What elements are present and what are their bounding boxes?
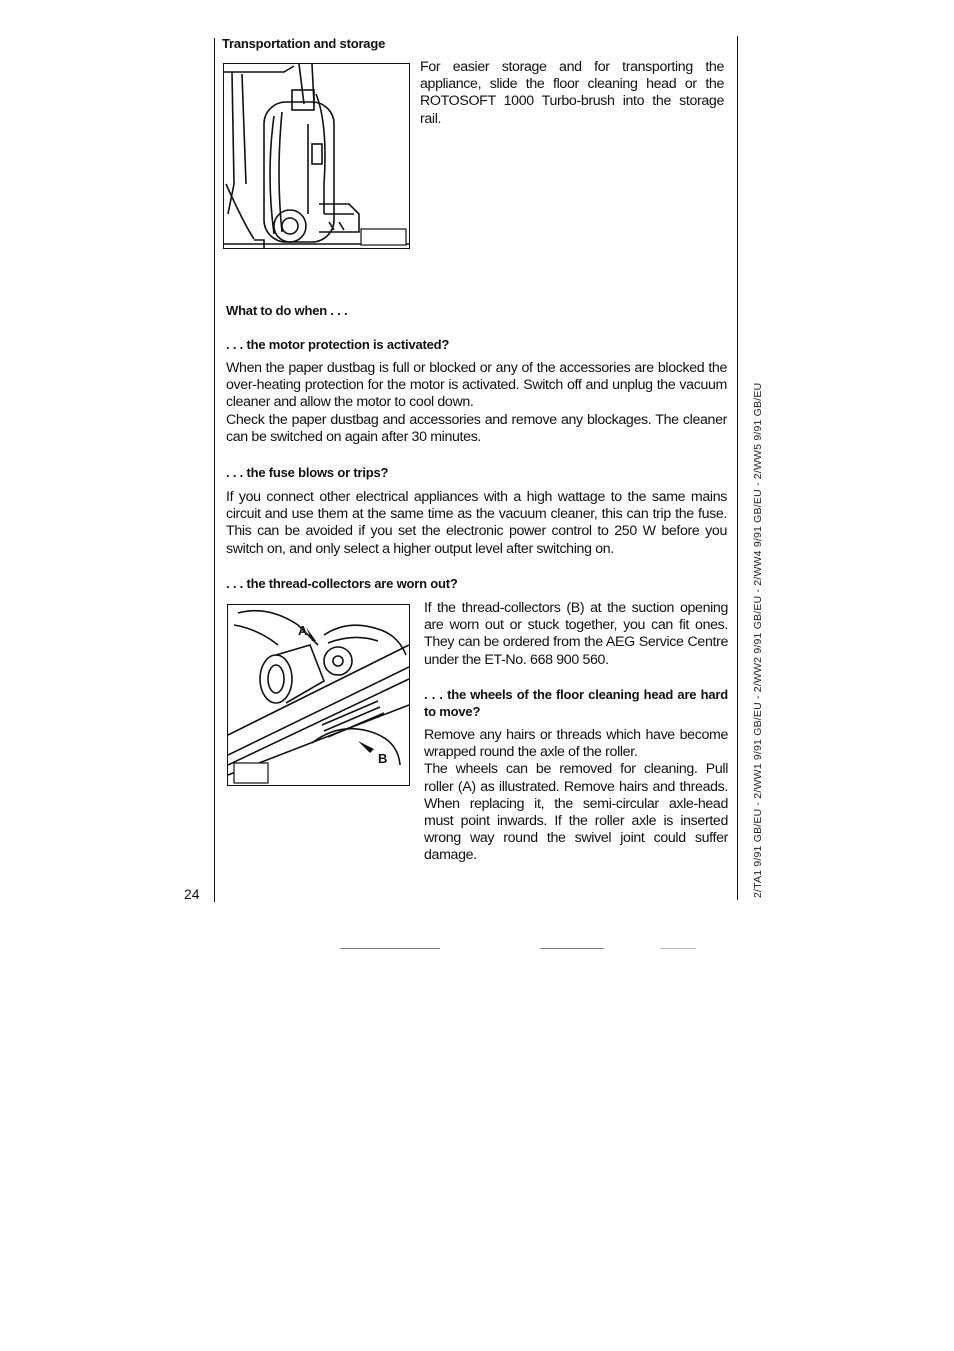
page-number: 24: [184, 886, 200, 902]
document-version-code: 2/TA1 9/91 GB/EU - 2/WW1 9/91 GB/EU - 2/WW2 9/91 GB/EU - 2/WW4 9/91 GB/EU - 2/WW5 9/91 GB/EU: [752, 382, 764, 898]
wheels-paragraph-1: Remove any hairs or threads which have become wrapped round the axle of the roller.: [424, 727, 728, 761]
motor-protection-heading: . . . the motor protection is activated?: [226, 337, 450, 352]
left-margin-rule: [214, 38, 215, 902]
motor-paragraph-2: Check the paper dustbag and accessories and remove any blockages. The cleaner can be switched on again after 30 minutes.: [226, 411, 727, 445]
thread-collector-label-b: B: [378, 751, 388, 766]
storage-illustration: [223, 63, 410, 249]
roller-label-a: A: [298, 623, 308, 638]
right-margin-rule: [737, 36, 738, 900]
wheels-text: [424, 727, 728, 865]
scan-line-1: [340, 948, 440, 949]
fuse-text: If you connect other electrical appliances with a high wattage to the same mains circuit and use them at the same time as the vacuum cleaner, this can trip the fuse. This can be avoided if you set the electronic power control to 250 W before you switch on, and only select a higher output level after switching on.: [226, 489, 727, 557]
thread-collectors-text: If the thread-collectors (B) at the suction opening are worn out or stuck together, you can fit ones. They can be ordered from the AEG Service Centre under the ET-No. 668 900 560.: [424, 600, 728, 668]
thread-collectors-heading: . . . the thread-collectors are worn out?: [226, 576, 458, 591]
transport-heading: Transportation and storage: [222, 36, 386, 51]
fuse-heading: . . . the fuse blows or trips?: [226, 465, 389, 480]
what-to-do-heading: What to do when . . .: [226, 303, 348, 318]
floor-head-roller-drawing: [228, 605, 409, 785]
roller-illustration: [227, 604, 410, 786]
motor-paragraph-1: When the paper dustbag is full or blocked or any of the accessories are blocked the over-heating protection for the motor is activated. Switch off and unplug the vacuum cleaner and allow the motor to cool down.: [226, 360, 727, 411]
scan-line-3: [660, 948, 696, 949]
motor-protection-text: [226, 360, 727, 446]
vacuum-cleaner-upright-drawing: [224, 64, 409, 248]
scan-line-2: [540, 948, 604, 949]
wheels-heading: . . . the wheels of the floor cleaning head are hard to move?: [424, 687, 728, 719]
transport-text: For easier storage and for transporting the appliance, slide the floor cleaning head or the ROTOSOFT 1000 Turbo-brush into the storage rail.: [420, 59, 724, 127]
wheels-paragraph-2: The wheels can be removed for cleaning. Pull roller (A) as illustrated. Remove hairs and threads. When replacing it, the semi-circular axle-head must point inwards. If the roller axle is inserted wrong way round the swivel joint could suffer damage.: [424, 761, 728, 864]
